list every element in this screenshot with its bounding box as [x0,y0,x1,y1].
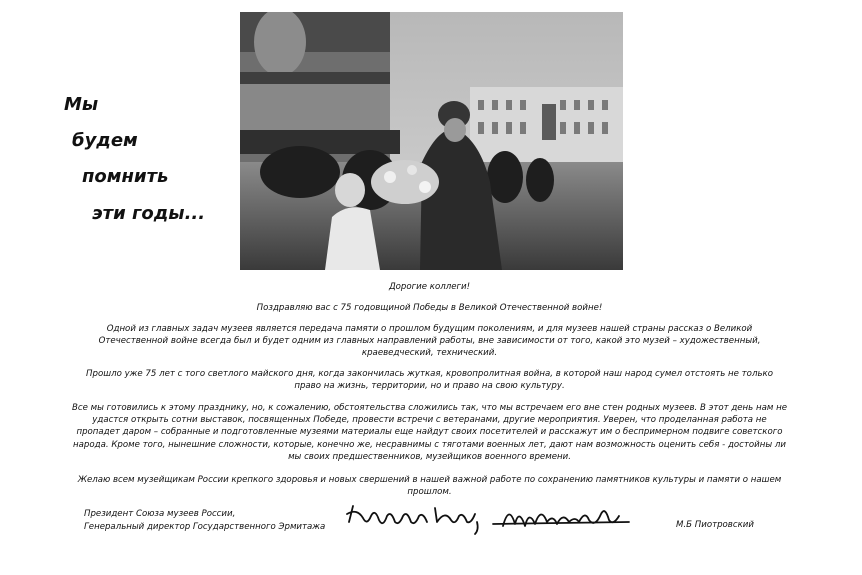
letter-greeting: Дорогие коллеги! [388,282,471,292]
handwritten-signature [343,500,635,540]
signer-title-line-2: Генеральный директор Государственного Эрмитажа [84,522,326,532]
photo-image [240,12,623,270]
letter-congrats: Поздравляю вас с 75 годовщиной Победы в Великой Отечественной войне! [256,303,603,313]
victory-parade-photo [240,12,623,270]
letter-paragraph-3: Все мы готовились к этому празднику, но, к сожалению, обстоятельства сложились так, что мы встречаем его вне стен родных музеев. В этот день нам не удастся открыть сотни выставок, посвященных Победе, провести встречи с ветеранами, другие мероприятия. Уверен, что проделанная работа не пропадет даром – собранные и подготовленные музеями материалы еще найдут своих посетителей и расскажут им о беспримерном подвиге советского народа. Кроме того, нынешние сложности, которые, конечно же, несравнимы с тяготами военных лет, дают нам возможность оценить себя - достойны ли мы своих предшественников, музейщиков военного времени. [72,403,787,462]
letter-wishes: Желаю всем музейщикам России крепкого здоровья и новых свершений в нашей важной работе по сохранению памятников культуры и памяти о нашем прошлом. [77,475,782,498]
letter-paragraph-1: Одной из главных задач музеев является передача памяти о прошлом будущим поколениям, и для музеев нашей страны рассказ о Великой Отечественной войне всегда был и будет одним из главных направлений работы, вне зависимости от того, какой это музей – художественный, краеведческий, технический. [98,324,761,359]
letter-paragraph-2: Прошло уже 75 лет с того светлого майского дня, когда закончилась жуткая, кровопролитная война, в которой наш народ сумел отстоять не только право на жизнь, территории, но и право на свою культуру. [86,369,773,392]
signer-title [84,508,325,534]
slogan-line-1: Мы [64,94,99,115]
slogan-line-2: будем [72,130,138,151]
signer-name: М.Б Пиотровский [676,520,754,530]
slogan-line-3: помнить [82,166,169,187]
slogan-line-4: эти годы... [92,203,206,224]
signer-title-line-1: Президент Союза музеев России, [84,509,236,519]
signature-scribble [343,500,635,536]
